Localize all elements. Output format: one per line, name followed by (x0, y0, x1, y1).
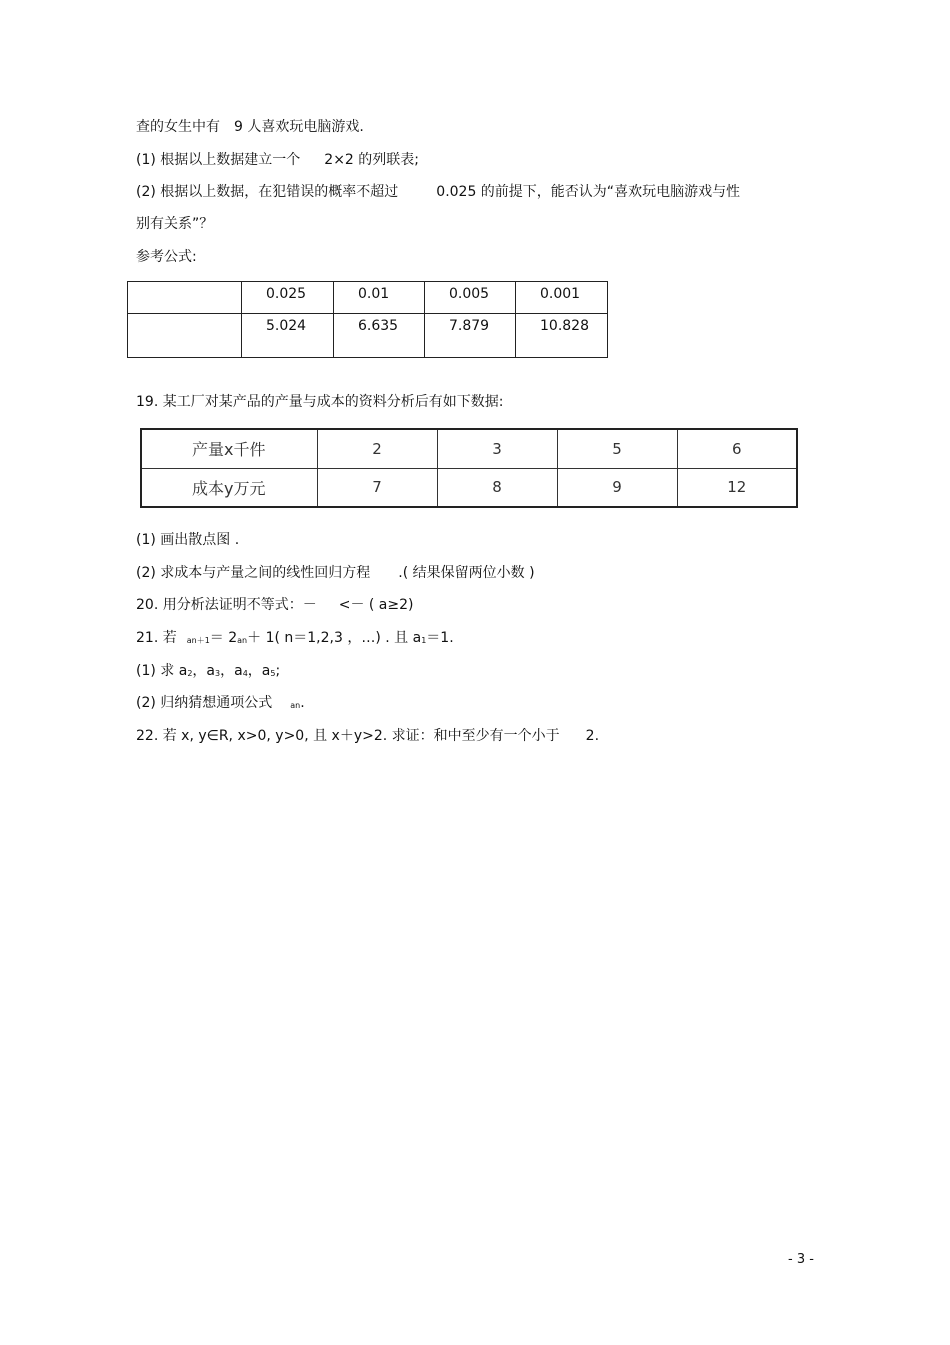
subscript: an (290, 701, 301, 710)
table-cell: 10.828 (516, 314, 608, 358)
table-cell: 8 (437, 468, 557, 507)
table-cell: 0.01 (334, 282, 425, 314)
part-text: 20. 用分析法证明不等式：－ (136, 597, 317, 613)
row-header-output: 产量x千件 (141, 429, 317, 468)
subscript: 1 (421, 636, 427, 645)
subscript: 3 (215, 669, 221, 678)
table-cell: 5.024 (242, 314, 334, 358)
part-text: ，a (192, 663, 215, 679)
reference-formula-label: 参考公式: (136, 249, 197, 265)
table-cell: 0.001 (516, 282, 608, 314)
question-19-part-1: (1) 画出散点图 . (136, 532, 240, 548)
question-part-1 (136, 150, 419, 170)
question-21-part-1 (136, 661, 280, 684)
part-text: (1) 求 a (136, 663, 188, 679)
question-part-2 (136, 182, 740, 202)
question-21-part-2 (136, 693, 305, 716)
part-text: 2×2 的列联表; (324, 152, 419, 168)
subscript: an＋1 (186, 636, 210, 645)
part-text: (2) 根据以上数据，在犯错误的概率不超过 (136, 184, 399, 200)
critical-value-table (127, 281, 608, 358)
table-cell: 7 (317, 468, 437, 507)
part-text: <－ ( a≥2) (338, 597, 414, 613)
part-text: ＝1. (426, 630, 454, 646)
subscript: 2 (187, 669, 193, 678)
question-19-part-2 (136, 563, 535, 583)
table-row (128, 282, 608, 314)
table-cell: 12 (677, 468, 797, 507)
part-text: (2) 求成本与产量之间的线性回归方程 (136, 565, 371, 581)
part-text: 22. 若 x, y∈R, x>0, y>0, 且 x＋y>2. 求证：和中至少有一个小于 (136, 728, 560, 744)
part-text: . (300, 695, 305, 711)
continuation-line: 查的女生中有 9 人喜欢玩电脑游戏. (136, 119, 364, 135)
table-cell (128, 314, 242, 358)
part-text: (1) 根据以上数据建立一个 (136, 152, 301, 168)
part-text: (2) 归纳猜想通项公式 (136, 695, 273, 711)
part-text: ; (275, 663, 281, 679)
subscript: 5 (270, 669, 276, 678)
question-part-2-cont: 别有关系”？ (136, 216, 214, 232)
subscript: 4 (242, 669, 248, 678)
part-text: .( 结果保留两位小数 ) (398, 565, 535, 581)
table-row (141, 429, 797, 468)
page-number: - 3 - (788, 1252, 814, 1267)
table-row (141, 468, 797, 507)
table-cell: 0.005 (425, 282, 516, 314)
question-22 (136, 726, 599, 746)
part-text: ＝ 2 (209, 630, 238, 646)
table-row (128, 314, 608, 358)
part-text: ＋ 1( n＝1,2,3 ，…) . 且 a (247, 630, 422, 646)
subscript: an (237, 636, 248, 645)
question-21-stem (136, 628, 454, 651)
question-20 (136, 595, 414, 615)
part-text: 0.025 的前提下，能否认为“喜欢玩电脑游戏与性 (436, 184, 741, 200)
table-cell (128, 282, 242, 314)
row-header-cost: 成本y万元 (141, 468, 317, 507)
table-cell: 0.025 (242, 282, 334, 314)
table-cell: 7.879 (425, 314, 516, 358)
table-cell: 6.635 (334, 314, 425, 358)
table-cell: 3 (437, 429, 557, 468)
part-text: ，a (220, 663, 243, 679)
table-cell: 5 (557, 429, 677, 468)
table-cell: 9 (557, 468, 677, 507)
question-19-stem: 19. 某工厂对某产品的产量与成本的资料分析后有如下数据: (136, 394, 504, 410)
part-text: ，a (247, 663, 271, 679)
table-cell: 6 (677, 429, 797, 468)
table-cell: 2 (317, 429, 437, 468)
production-cost-table (140, 428, 798, 508)
part-text: 2. (585, 728, 600, 744)
part-text: 21. 若 (136, 630, 177, 646)
